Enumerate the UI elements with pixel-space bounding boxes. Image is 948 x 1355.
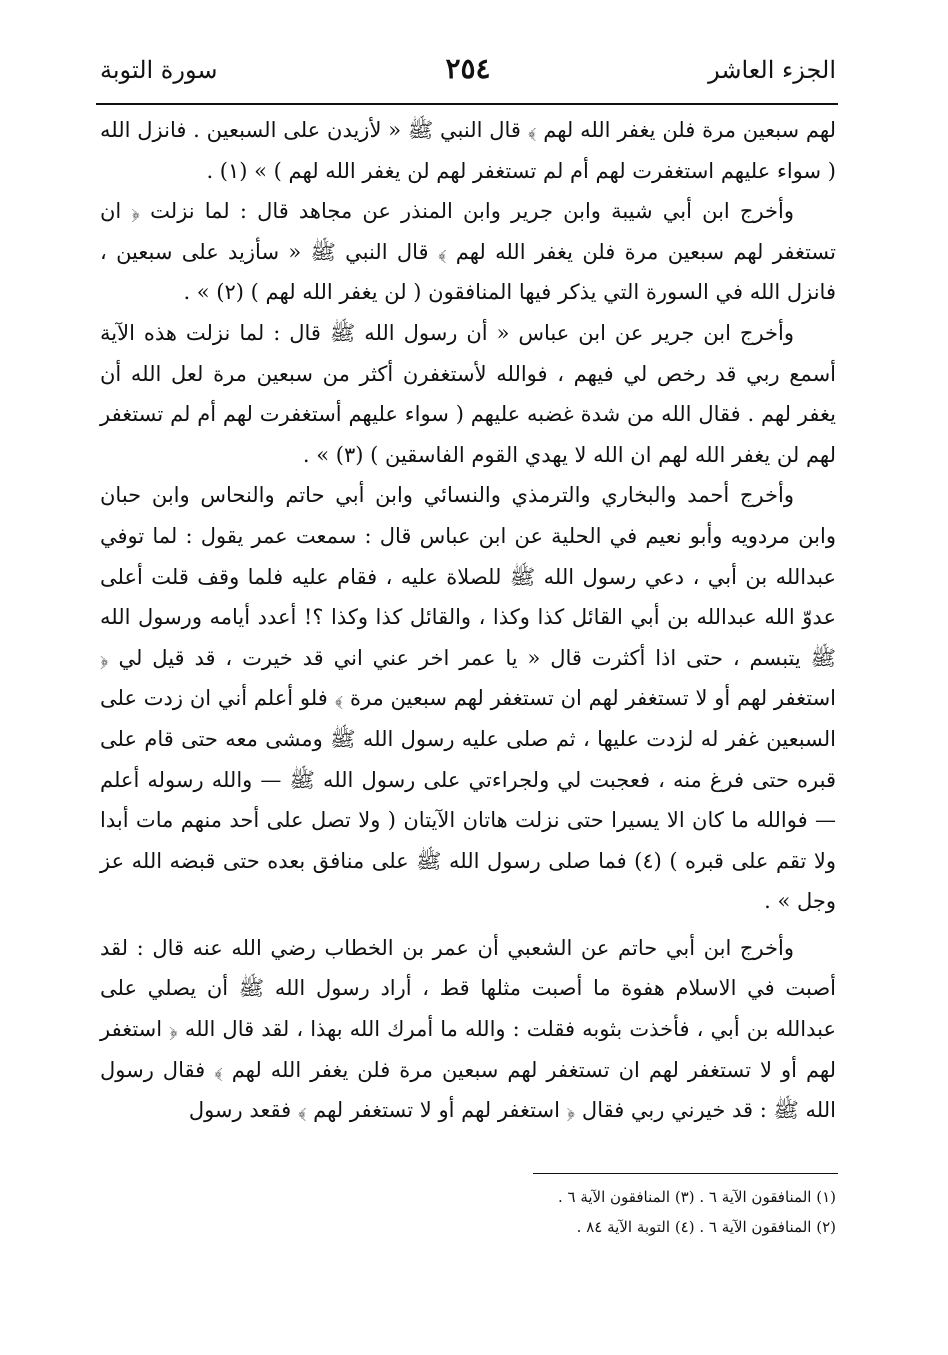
paragraph-3: وأخرج ابن جرير عن ابن عباس « أن رسول الله ﷺ قال : لما نزلت هذه الآية أسمع ربي قد رخص لي فيهم ، فوالله لأستغفرن أكثر من سبعين مرة لعل الله أن يغفر لهم . فقال الله من شدة غضبه عليهم ( سواء عليهم أستغفرت لهم أم لم تستغفر لهم لن يغفر الله لهم ان الله لا يهدي القوم الفاسقين ) (٣) » . [100,320,836,467]
part-title: الجزء العاشر [708,56,836,84]
footnote-rule [533,1173,838,1174]
footnotes [416,1182,836,1242]
footnote-line-1: (١) المنافقون الآية ٦ . (٣) المنافقون الآية ٦ . [557,1188,836,1206]
page-header [100,52,836,92]
surah-title: سورة التوبة [100,56,218,84]
header-rule [96,103,838,105]
paragraph-2: وأخرج ابن أبي شيبة وابن جرير وابن المنذر عن مجاهد قال : لما نزلت ﴿ ان تستغفر لهم سبعين مرة فلن يغفر الله لهم ﴾ قال النبي ﷺ « سأزيد على سبعين ، فانزل الله في السورة التي يذكر فيها المنافقون ( لن يغفر الله لهم ) (٢) » . [100,199,836,305]
footnote-line-2: (٢) المنافقون الآية ٦ . (٤) التوبة الآية ٨٤ . [576,1218,836,1236]
paragraph-4: وأخرج أحمد والبخاري والترمذي والنسائي وابن أبي حاتم والنحاس وابن حبان وابن مردويه وأبو نعيم في الحلية عن ابن عباس قال : سمعت عمر يقول : لما توفي عبدالله بن أبي ، دعي رسول الله ﷺ للصلاة عليه ، فقام عليه فلما وقف قلت أعلى عدوّ الله عبدالله بن أبي القائل كذا وكذا ، والقائل كذا وكذا ؟! أعدد أيامه ورسول الله ﷺ يتبسم ، حتى اذا أكثرت قال « يا عمر اخر عني اني قد خيرت ، قد قيل لي ﴿ استغفر لهم أو لا تستغفر لهم ان تستغفر لهم سبعين مرة ﴾ فلو أعلم أني ان زدت على السبعين غفر له لزدت عليها ، ثم صلى عليه رسول الله ﷺ ومشى معه حتى قام على قبره حتى فرغ منه ، فعجبت لي ولجراءتي على رسول الله ﷺ — والله رسوله أعلم — فوالله ما كان الا يسيرا حتى نزلت هاتان الآيتان ( ولا تصل على أحد منهم مات أبدا ولا تقم على قبره ) (٤) فما صلى رسول الله ﷺ على منافق بعده حتى قبضه الله عز وجل » . [100,483,836,914]
main-text [100,110,836,1131]
page-number: ٢٥٤ [445,52,491,85]
paragraph-5: وأخرج ابن أبي حاتم عن الشعبي أن عمر بن الخطاب رضي الله عنه قال : لقد أصبت في الاسلام هفوة ما أصبت مثلها قط ، أراد رسول الله ﷺ أن يصلي على عبدالله بن أبي ، فأخذت بثوبه فقلت : والله ما أمرك الله بهذا ، لقد قال الله ﴿ استغفر لهم أو لا تستغفر لهم ان تستغفر لهم سبعين مرة فلن يغفر الله لهم ﴾ فقال رسول الله ﷺ : قد خيرني ربي فقال ﴿ استغفر لهم أو لا تستغفر لهم ﴾ فقعد رسول [100,935,836,1123]
paragraph-1: لهم سبعين مرة فلن يغفر الله لهم ﴾ قال النبي ﷺ « لأزيدن على السبعين . فانزل الله ( سواء عليهم استغفرت لهم أم لم تستغفر لهم لن يغفر الله لهم ) » (١) . [100,118,836,183]
